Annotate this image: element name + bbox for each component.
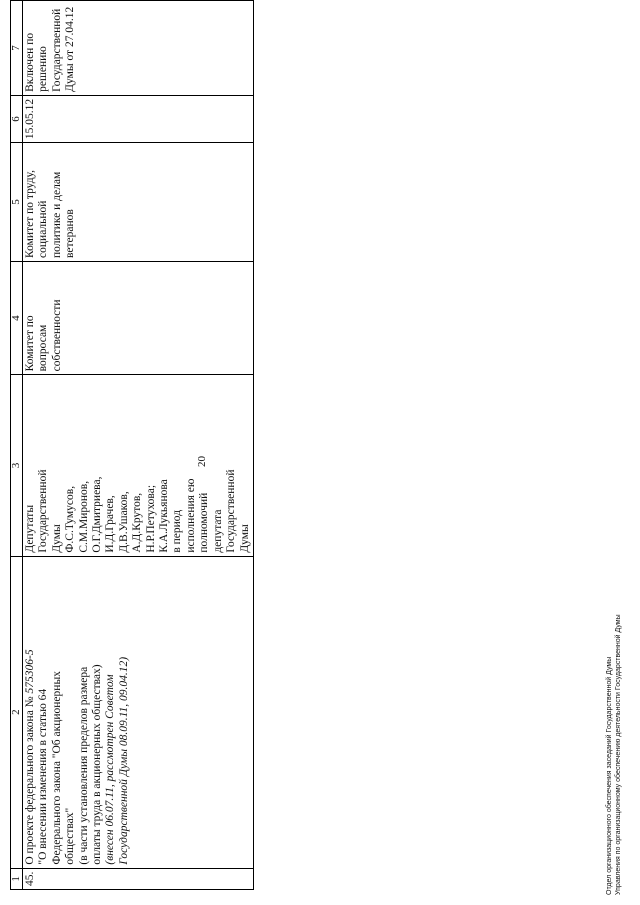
bill-title-line: (внесен 06.07.11, рассмотрен Советом (104, 674, 117, 865)
author-line: Депутаты (24, 504, 36, 553)
co-committee-line: политике и делам (50, 171, 63, 258)
row-number: 45. (23, 868, 253, 889)
bill-table (10, 0, 254, 890)
committee-line: Комитет по (24, 315, 36, 372)
bill-title-cell (23, 556, 253, 868)
note-line: Государственной (50, 8, 63, 92)
co-committee-line: ветеранов (64, 209, 77, 258)
author-line: Ф.С.Тумусов, (64, 485, 77, 553)
author-line: О.Г.Дмитриева, (91, 476, 104, 553)
co-committee-line: Комитет по труду, (24, 169, 36, 258)
authors-cell (23, 375, 253, 556)
note-line: Включен по (24, 32, 36, 92)
footer (605, 614, 623, 895)
col-header-6: 6 (11, 95, 23, 142)
column-number-header (11, 1, 23, 890)
bill-title-line: Федерального закона "Об акционерных (50, 671, 63, 865)
col-header-2: 2 (11, 556, 23, 868)
committee-cell (23, 261, 253, 374)
col-header-5: 5 (11, 143, 23, 262)
co-committee-line: социальной (37, 200, 50, 258)
committee-line: вопросам (37, 324, 50, 372)
footer-line-2: Управления по организационному обеспечению деятельности Государственной Думы (615, 614, 622, 895)
page-number: 20 (196, 456, 208, 467)
note-line: решению (37, 46, 50, 92)
col-header-7: 7 (11, 1, 23, 96)
author-line: Государственной (37, 469, 50, 553)
bill-title-line: (в части установления пределов размера (77, 666, 90, 865)
author-line: А.Д.Крутов, (131, 492, 144, 553)
bill-title-line: Государственной Думы 08.09.11, 09.04.12) (117, 656, 130, 865)
co-committee-cell (23, 143, 253, 262)
bill-title-line: О проекте федерального закона № 575306-5 (24, 649, 36, 865)
col-header-3: 3 (11, 375, 23, 556)
author-line: Думы (238, 524, 251, 553)
table-bottom-border (253, 1, 254, 890)
author-line: К.А.Лукьянова (158, 479, 171, 553)
bill-title-line: обществах" (64, 807, 77, 865)
author-line: С.М.Миронов, (77, 480, 90, 553)
author-line: Н.Р.Петухова; (144, 484, 157, 553)
col-header-1: 1 (11, 868, 23, 889)
author-line: И.Д.Грачев, (104, 495, 117, 553)
date-cell: 15.05.12 (23, 95, 253, 142)
author-line: депутата (211, 509, 224, 553)
footer-line-1: Отдел организационного обеспечения заседаний Государственной Думы (606, 656, 613, 895)
author-line: в период (171, 509, 184, 553)
author-line: Д.В.Ушаков, (117, 491, 130, 553)
table-row (23, 1, 253, 890)
author-line: Государственной (225, 469, 238, 553)
author-line: Думы (50, 524, 63, 553)
note-line: Думы от 27.04.12 (64, 6, 77, 92)
committee-line: собственности (50, 299, 63, 372)
author-line: полномочий (198, 492, 211, 553)
author-line: исполнения ею (184, 478, 197, 553)
note-cell (23, 1, 253, 96)
bill-title-line: "О внесении изменения в статью 64 (37, 688, 50, 865)
col-header-4: 4 (11, 261, 23, 374)
bill-title-line: оплаты труда в акционерных обществах) (91, 664, 104, 865)
